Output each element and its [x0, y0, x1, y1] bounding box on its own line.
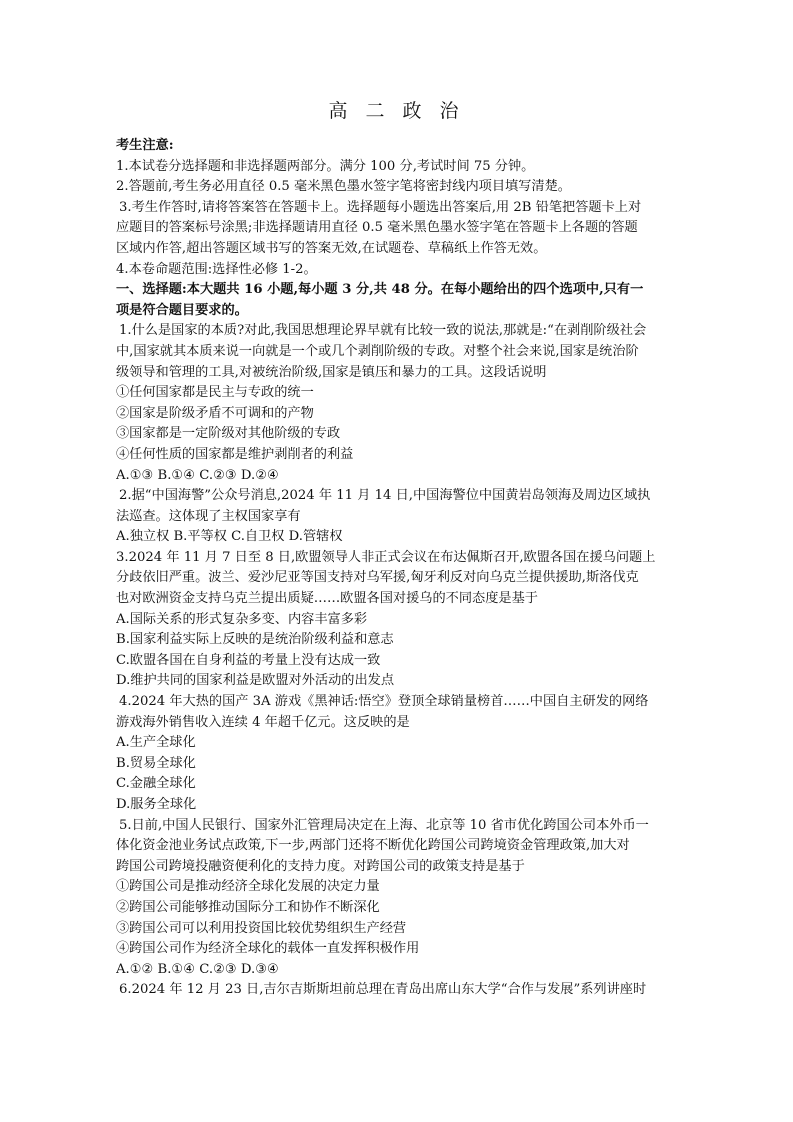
question-stem: 也对欧洲资金支持乌克兰提出质疑……欧盟各国对援乌的不同态度是基于: [116, 591, 538, 607]
statement: ④任何性质的国家都是维护剥削者的利益: [116, 446, 354, 462]
question-stem: 分歧依旧严重。波兰、爱沙尼亚等国支持对乌军援,匈牙利反对向乌克兰提供援助,斯洛伐克: [116, 570, 639, 586]
question-5: [116, 816, 682, 981]
question-6: [116, 980, 682, 1001]
question-stem: 3.2024 年 11 月 7 日至 8 日,欧盟领导人非正式会议在布达佩斯召开,欧盟各国在援乌问题上: [116, 549, 656, 565]
notice-item: 1.本试卷分选择题和非选择题两部分。满分 100 分,考试时间 75 分钟。: [116, 158, 535, 174]
answer-option: B.国家利益实际上反映的是统治阶级利益和意志: [116, 632, 394, 648]
question-stem: 法巡查。这体现了主权国家享有: [116, 508, 301, 524]
question-stem: 体化资金池业务试点政策,下一步,两部门还将不断优化跨国公司跨境资金管理政策,加大对: [116, 838, 630, 854]
statement: ③国家都是一定阶级对其他阶级的专政: [116, 426, 341, 442]
question-4: [116, 692, 682, 816]
answer-options: A.①③ B.①④ C.②③ D.②④: [116, 467, 279, 483]
question-stem: 游戏海外销售收入连续 4 年超千亿元。这反映的是: [116, 714, 410, 730]
question-stem: 级领导和管理的工具,对被统治阶级,国家是镇压和暴力的工具。这段话说明: [116, 364, 547, 380]
notice-item: 应题目的答案标号涂黑;非选择题请用直径 0.5 毫米黑色墨水签字笔在答题卡上各题的答题: [116, 220, 638, 236]
notice-item: 4.本卷命题范围:选择性必修 1-2。: [116, 261, 317, 277]
answer-option: C.金融全球化: [116, 776, 196, 792]
notice-item: 区域内作答,超出答题区域书写的答案无效,在试题卷、草稿纸上作答无效。: [116, 240, 547, 256]
answer-option: A.国际关系的形式复杂多变、内容丰富多彩: [116, 611, 368, 627]
answer-option: A.生产全球化: [116, 735, 196, 751]
statement: ④跨国公司作为经济全球化的载体一直发挥积极作用: [116, 941, 420, 957]
question-stem: 跨国公司跨境投融资便利化的支持力度。对跨国公司的政策支持是基于: [116, 858, 525, 874]
statement: ①跨国公司是推动经济全球化发展的决定力量: [116, 879, 380, 895]
answer-option: C.欧盟各国在自身利益的考量上没有达成一致: [116, 652, 381, 668]
question-stem: 5.日前,中国人民银行、国家外汇管理局决定在上海、北京等 10 省市优化跨国公司本外币一: [119, 817, 649, 833]
statement: ①任何国家都是民主与专政的统一: [116, 385, 314, 401]
answer-option: D.维护共同的国家利益是欧盟对外活动的出发点: [116, 673, 395, 689]
question-2: [116, 486, 682, 548]
section-heading: 一、选择题:本大题共 16 小题,每小题 3 分,共 48 分。在每小题给出的四个选项中,只有一 项是符合题目要求的。: [116, 282, 644, 318]
statement: ②国家是阶级矛盾不可调和的产物: [116, 405, 314, 421]
question-stem: 2.据“中国海警”公众号消息,2024 年 11 月 14 日,中国海警位中国黄岩岛领海及周边区域执: [119, 488, 651, 504]
statement: ②跨国公司能够推动国际分工和协作不断深化: [116, 899, 380, 915]
notice-item: 2.答题前,考生务必用直径 0.5 毫米黑色墨水签字笔将密封线内项目填写清楚。: [116, 179, 571, 195]
notice-block: [116, 136, 682, 280]
question-stem: 4.2024 年大热的国产 3A 游戏《黑神话:悟空》登顶全球销量榜首……中国自主研发的网络: [119, 694, 649, 710]
statement: ③跨国公司可以利用投资国比较优势组织生产经营: [116, 920, 407, 936]
answer-options: A.独立权 B.平等权 C.自卫权 D.管辖权: [116, 529, 343, 545]
exam-body: [116, 136, 682, 1001]
answer-option: D.服务全球化: [116, 797, 197, 812]
question-stem: 1.什么是国家的本质?对此,我国思想理论界早就有比较一致的说法,那就是:“在剥削阶级社会: [119, 323, 647, 339]
question-1: [116, 321, 682, 486]
notice-item: 3.考生作答时,请将答案答在答题卡上。选择题每小题选出答案后,用 2B 铅笔把答题卡上对: [119, 199, 642, 215]
answer-option: B.贸易全球化: [116, 755, 196, 771]
question-stem: 中,国家就其本质来说一向就是一个或几个剥削阶级的专政。对整个社会来说,国家是统治阶: [116, 343, 639, 359]
page-title: 高 二 政 治: [328, 100, 465, 122]
question-stem: 6.2024 年 12 月 23 日,吉尔吉斯斯坦前总理在青岛出席山东大学“合作与发展”系列讲座时: [119, 982, 647, 998]
notice-heading: 考生注意:: [116, 138, 174, 153]
question-3: [116, 548, 682, 692]
answer-options: A.①② B.①④ C.②③ D.③④: [116, 961, 279, 977]
